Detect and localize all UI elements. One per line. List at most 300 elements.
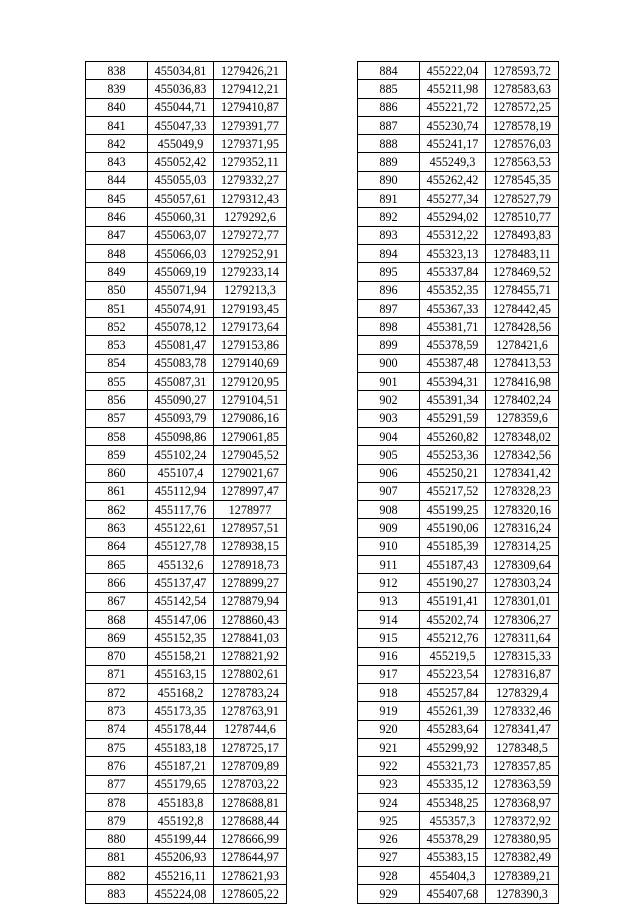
x-coordinate-cell: 455230,74	[420, 116, 486, 134]
y-coordinate-cell: 1279252,91	[214, 244, 287, 262]
y-coordinate-cell: 1278348,02	[486, 427, 559, 445]
table-row	[86, 830, 287, 848]
x-coordinate-cell: 455321,73	[420, 757, 486, 775]
x-coordinate-cell: 455163,15	[148, 665, 214, 683]
point-number-cell: 916	[358, 647, 420, 665]
y-coordinate-cell: 1278316,87	[486, 665, 559, 683]
x-coordinate-cell: 455187,43	[420, 556, 486, 574]
point-number-cell: 906	[358, 464, 420, 482]
y-coordinate-cell: 1278821,92	[214, 647, 287, 665]
point-number-cell: 856	[86, 391, 148, 409]
table-row	[358, 446, 559, 464]
table-row	[86, 812, 287, 830]
x-coordinate-cell: 455202,74	[420, 610, 486, 628]
table-row	[86, 519, 287, 537]
point-number-cell: 879	[86, 812, 148, 830]
point-number-cell: 839	[86, 80, 148, 98]
x-coordinate-cell: 455063,07	[148, 226, 214, 244]
x-coordinate-cell: 455142,54	[148, 592, 214, 610]
point-number-cell: 873	[86, 702, 148, 720]
y-coordinate-cell: 1278314,25	[486, 537, 559, 555]
table-row	[86, 190, 287, 208]
y-coordinate-cell: 1278332,46	[486, 702, 559, 720]
point-number-cell: 878	[86, 793, 148, 811]
point-number-cell: 857	[86, 409, 148, 427]
table-row	[86, 80, 287, 98]
y-coordinate-cell: 1278510,77	[486, 208, 559, 226]
y-coordinate-cell: 1279352,11	[214, 153, 287, 171]
table-row	[358, 98, 559, 116]
y-coordinate-cell: 1278688,81	[214, 793, 287, 811]
x-coordinate-cell: 455249,3	[420, 153, 486, 171]
y-coordinate-cell: 1278359,6	[486, 409, 559, 427]
table-row	[86, 153, 287, 171]
x-coordinate-cell: 455185,39	[420, 537, 486, 555]
table-row	[358, 208, 559, 226]
point-number-cell: 859	[86, 446, 148, 464]
y-coordinate-cell: 1279332,27	[214, 171, 287, 189]
table-row	[358, 738, 559, 756]
table-row	[358, 647, 559, 665]
x-coordinate-cell: 455044,71	[148, 98, 214, 116]
point-number-cell: 887	[358, 116, 420, 134]
point-number-cell: 846	[86, 208, 148, 226]
x-coordinate-cell: 455257,84	[420, 684, 486, 702]
table-row	[358, 427, 559, 445]
y-coordinate-cell: 1279061,85	[214, 427, 287, 445]
point-number-cell: 904	[358, 427, 420, 445]
point-number-cell: 920	[358, 720, 420, 738]
table-row	[86, 885, 287, 903]
x-coordinate-cell: 455383,15	[420, 848, 486, 866]
y-coordinate-cell: 1279410,87	[214, 98, 287, 116]
point-number-cell: 909	[358, 519, 420, 537]
x-coordinate-cell: 455277,34	[420, 190, 486, 208]
table-row	[86, 665, 287, 683]
y-coordinate-cell: 1278402,24	[486, 391, 559, 409]
point-number-cell: 895	[358, 263, 420, 281]
point-number-cell: 854	[86, 354, 148, 372]
x-coordinate-cell: 455206,93	[148, 848, 214, 866]
table-row	[86, 318, 287, 336]
table-row	[86, 409, 287, 427]
point-number-cell: 876	[86, 757, 148, 775]
x-coordinate-cell: 455241,17	[420, 135, 486, 153]
x-coordinate-cell: 455217,52	[420, 482, 486, 500]
y-coordinate-cell: 1278938,15	[214, 537, 287, 555]
table-row	[86, 537, 287, 555]
table-row	[86, 446, 287, 464]
point-number-cell: 871	[86, 665, 148, 683]
table-row	[358, 80, 559, 98]
x-coordinate-cell: 455367,33	[420, 299, 486, 317]
table-row	[86, 848, 287, 866]
x-coordinate-cell: 455087,31	[148, 373, 214, 391]
y-coordinate-cell: 1278977	[214, 501, 287, 519]
point-number-cell: 866	[86, 574, 148, 592]
x-coordinate-cell: 455112,94	[148, 482, 214, 500]
table-row	[86, 793, 287, 811]
table-row	[86, 208, 287, 226]
y-coordinate-cell: 1278341,42	[486, 464, 559, 482]
point-number-cell: 928	[358, 867, 420, 885]
table-row	[86, 757, 287, 775]
point-number-cell: 914	[358, 610, 420, 628]
point-number-cell: 905	[358, 446, 420, 464]
x-coordinate-cell: 455378,29	[420, 830, 486, 848]
table-row	[358, 830, 559, 848]
y-coordinate-cell: 1278593,72	[486, 62, 559, 80]
table-row	[86, 647, 287, 665]
x-coordinate-cell: 455337,84	[420, 263, 486, 281]
table-row	[86, 482, 287, 500]
table-row	[358, 391, 559, 409]
x-coordinate-cell: 455404,3	[420, 867, 486, 885]
table-row	[358, 812, 559, 830]
y-coordinate-cell: 1278382,49	[486, 848, 559, 866]
point-number-cell: 863	[86, 519, 148, 537]
x-coordinate-cell: 455216,11	[148, 867, 214, 885]
y-coordinate-cell: 1278744,6	[214, 720, 287, 738]
y-coordinate-cell: 1279233,14	[214, 263, 287, 281]
table-row	[86, 244, 287, 262]
table-row	[358, 665, 559, 683]
point-number-cell: 851	[86, 299, 148, 317]
point-number-cell: 913	[358, 592, 420, 610]
x-coordinate-cell: 455173,35	[148, 702, 214, 720]
table-row	[358, 592, 559, 610]
table-row	[358, 848, 559, 866]
y-coordinate-cell: 1279193,45	[214, 299, 287, 317]
table-row	[358, 867, 559, 885]
y-coordinate-cell: 1278879,94	[214, 592, 287, 610]
table-row	[358, 629, 559, 647]
x-coordinate-cell: 455261,39	[420, 702, 486, 720]
table-row	[86, 299, 287, 317]
x-coordinate-cell: 455190,06	[420, 519, 486, 537]
x-coordinate-cell: 455357,3	[420, 812, 486, 830]
x-coordinate-cell: 455199,44	[148, 830, 214, 848]
table-row	[86, 464, 287, 482]
point-number-cell: 845	[86, 190, 148, 208]
point-number-cell: 885	[358, 80, 420, 98]
y-coordinate-cell: 1278899,27	[214, 574, 287, 592]
y-coordinate-cell: 1278572,25	[486, 98, 559, 116]
y-coordinate-cell: 1278783,24	[214, 684, 287, 702]
y-coordinate-cell: 1278315,33	[486, 647, 559, 665]
table-row	[86, 354, 287, 372]
y-coordinate-cell: 1279213,3	[214, 281, 287, 299]
y-coordinate-cell: 1278725,17	[214, 738, 287, 756]
point-number-cell: 840	[86, 98, 148, 116]
x-coordinate-cell: 455152,35	[148, 629, 214, 647]
x-coordinate-cell: 455212,76	[420, 629, 486, 647]
y-coordinate-cell: 1278442,45	[486, 299, 559, 317]
table-row	[358, 556, 559, 574]
table-row	[86, 135, 287, 153]
x-coordinate-cell: 455147,06	[148, 610, 214, 628]
x-coordinate-cell: 455283,64	[420, 720, 486, 738]
point-number-cell: 929	[358, 885, 420, 903]
point-number-cell: 855	[86, 373, 148, 391]
point-number-cell: 884	[358, 62, 420, 80]
y-coordinate-cell: 1278703,22	[214, 775, 287, 793]
point-number-cell: 862	[86, 501, 148, 519]
x-coordinate-cell: 455093,79	[148, 409, 214, 427]
point-number-cell: 891	[358, 190, 420, 208]
x-coordinate-cell: 455098,86	[148, 427, 214, 445]
y-coordinate-cell: 1279272,77	[214, 226, 287, 244]
y-coordinate-cell: 1278997,47	[214, 482, 287, 500]
y-coordinate-cell: 1278357,85	[486, 757, 559, 775]
point-number-cell: 892	[358, 208, 420, 226]
table-row	[86, 610, 287, 628]
x-coordinate-cell: 455294,02	[420, 208, 486, 226]
point-number-cell: 926	[358, 830, 420, 848]
table-row	[86, 867, 287, 885]
x-coordinate-cell: 455323,13	[420, 244, 486, 262]
y-coordinate-cell: 1278802,61	[214, 665, 287, 683]
table-row	[358, 464, 559, 482]
x-coordinate-cell: 455224,08	[148, 885, 214, 903]
x-coordinate-cell: 455071,94	[148, 281, 214, 299]
x-coordinate-cell: 455291,59	[420, 409, 486, 427]
point-number-cell: 849	[86, 263, 148, 281]
y-coordinate-cell: 1278644,97	[214, 848, 287, 866]
point-number-cell: 910	[358, 537, 420, 555]
point-number-cell: 890	[358, 171, 420, 189]
x-coordinate-cell: 455387,48	[420, 354, 486, 372]
x-coordinate-cell: 455348,25	[420, 793, 486, 811]
y-coordinate-cell: 1279086,16	[214, 409, 287, 427]
table-row	[86, 720, 287, 738]
y-coordinate-cell: 1279153,86	[214, 336, 287, 354]
point-number-cell: 900	[358, 354, 420, 372]
table-row	[358, 190, 559, 208]
x-coordinate-cell: 455127,78	[148, 537, 214, 555]
coordinates-table-right	[357, 61, 559, 904]
y-coordinate-cell: 1278841,03	[214, 629, 287, 647]
point-number-cell: 864	[86, 537, 148, 555]
y-coordinate-cell: 1278493,83	[486, 226, 559, 244]
x-coordinate-cell: 455132,6	[148, 556, 214, 574]
y-coordinate-cell: 1278329,4	[486, 684, 559, 702]
point-number-cell: 917	[358, 665, 420, 683]
y-coordinate-cell: 1278309,64	[486, 556, 559, 574]
table-row	[86, 171, 287, 189]
x-coordinate-cell: 455221,72	[420, 98, 486, 116]
table-row	[86, 116, 287, 134]
y-coordinate-cell: 1278341,47	[486, 720, 559, 738]
point-number-cell: 888	[358, 135, 420, 153]
y-coordinate-cell: 1279391,77	[214, 116, 287, 134]
point-number-cell: 908	[358, 501, 420, 519]
point-number-cell: 893	[358, 226, 420, 244]
y-coordinate-cell: 1278483,11	[486, 244, 559, 262]
point-number-cell: 919	[358, 702, 420, 720]
point-number-cell: 843	[86, 153, 148, 171]
point-number-cell: 881	[86, 848, 148, 866]
point-number-cell: 883	[86, 885, 148, 903]
point-number-cell: 923	[358, 775, 420, 793]
x-coordinate-cell: 455074,91	[148, 299, 214, 317]
point-number-cell: 886	[358, 98, 420, 116]
table-row	[86, 281, 287, 299]
x-coordinate-cell: 455055,03	[148, 171, 214, 189]
point-number-cell: 924	[358, 793, 420, 811]
table-row	[86, 336, 287, 354]
point-number-cell: 870	[86, 647, 148, 665]
x-coordinate-cell: 455083,78	[148, 354, 214, 372]
x-coordinate-cell: 455102,24	[148, 446, 214, 464]
table-row	[358, 244, 559, 262]
y-coordinate-cell: 1279104,51	[214, 391, 287, 409]
y-coordinate-cell: 1278372,92	[486, 812, 559, 830]
point-number-cell: 841	[86, 116, 148, 134]
point-number-cell: 850	[86, 281, 148, 299]
table-row	[358, 336, 559, 354]
y-coordinate-cell: 1278316,24	[486, 519, 559, 537]
y-coordinate-cell: 1278342,56	[486, 446, 559, 464]
point-number-cell: 927	[358, 848, 420, 866]
table-row	[358, 885, 559, 903]
point-number-cell: 847	[86, 226, 148, 244]
point-number-cell: 842	[86, 135, 148, 153]
point-number-cell: 875	[86, 738, 148, 756]
point-number-cell: 922	[358, 757, 420, 775]
point-number-cell: 880	[86, 830, 148, 848]
x-coordinate-cell: 455081,47	[148, 336, 214, 354]
x-coordinate-cell: 455090,27	[148, 391, 214, 409]
point-number-cell: 838	[86, 62, 148, 80]
table-row	[86, 738, 287, 756]
table-row	[86, 702, 287, 720]
x-coordinate-cell: 455352,35	[420, 281, 486, 299]
y-coordinate-cell: 1278527,79	[486, 190, 559, 208]
table-row	[86, 373, 287, 391]
y-coordinate-cell: 1278605,22	[214, 885, 287, 903]
y-coordinate-cell: 1279173,64	[214, 318, 287, 336]
x-coordinate-cell: 455036,83	[148, 80, 214, 98]
y-coordinate-cell: 1278563,53	[486, 153, 559, 171]
point-number-cell: 921	[358, 738, 420, 756]
y-coordinate-cell: 1278301,01	[486, 592, 559, 610]
y-coordinate-cell: 1278763,91	[214, 702, 287, 720]
y-coordinate-cell: 1278328,23	[486, 482, 559, 500]
point-number-cell: 865	[86, 556, 148, 574]
y-coordinate-cell: 1278860,43	[214, 610, 287, 628]
y-coordinate-cell: 1278380,95	[486, 830, 559, 848]
y-coordinate-cell: 1278311,64	[486, 629, 559, 647]
x-coordinate-cell: 455381,71	[420, 318, 486, 336]
y-coordinate-cell: 1278320,16	[486, 501, 559, 519]
x-coordinate-cell: 455137,47	[148, 574, 214, 592]
point-number-cell: 897	[358, 299, 420, 317]
y-coordinate-cell: 1279120,95	[214, 373, 287, 391]
table-row	[358, 757, 559, 775]
point-number-cell: 901	[358, 373, 420, 391]
y-coordinate-cell: 1279292,6	[214, 208, 287, 226]
y-coordinate-cell: 1278688,44	[214, 812, 287, 830]
point-number-cell: 868	[86, 610, 148, 628]
x-coordinate-cell: 455190,27	[420, 574, 486, 592]
x-coordinate-cell: 455034,81	[148, 62, 214, 80]
y-coordinate-cell: 1279140,69	[214, 354, 287, 372]
table-row	[86, 263, 287, 281]
table-row	[358, 409, 559, 427]
table-row	[86, 62, 287, 80]
table-row	[358, 62, 559, 80]
y-coordinate-cell: 1278576,03	[486, 135, 559, 153]
table-row	[86, 98, 287, 116]
table-row	[358, 793, 559, 811]
table-row	[358, 318, 559, 336]
table-row	[358, 775, 559, 793]
x-coordinate-cell: 455078,12	[148, 318, 214, 336]
x-coordinate-cell: 455107,4	[148, 464, 214, 482]
point-number-cell: 907	[358, 482, 420, 500]
table-row	[358, 482, 559, 500]
table-row	[358, 354, 559, 372]
y-coordinate-cell: 1278390,3	[486, 885, 559, 903]
x-coordinate-cell: 455158,21	[148, 647, 214, 665]
x-coordinate-cell: 455049,9	[148, 135, 214, 153]
point-number-cell: 853	[86, 336, 148, 354]
x-coordinate-cell: 455222,04	[420, 62, 486, 80]
point-number-cell: 852	[86, 318, 148, 336]
y-coordinate-cell: 1278957,51	[214, 519, 287, 537]
point-number-cell: 877	[86, 775, 148, 793]
point-number-cell: 867	[86, 592, 148, 610]
x-coordinate-cell: 455179,65	[148, 775, 214, 793]
table-row	[358, 226, 559, 244]
point-number-cell: 858	[86, 427, 148, 445]
x-coordinate-cell: 455223,54	[420, 665, 486, 683]
table-row	[86, 629, 287, 647]
point-number-cell: 915	[358, 629, 420, 647]
table-row	[358, 519, 559, 537]
point-number-cell: 889	[358, 153, 420, 171]
table-row	[358, 537, 559, 555]
x-coordinate-cell: 455391,34	[420, 391, 486, 409]
table-row	[86, 501, 287, 519]
table-row	[358, 135, 559, 153]
x-coordinate-cell: 455253,36	[420, 446, 486, 464]
table-row	[358, 373, 559, 391]
table-row	[358, 684, 559, 702]
table-row	[86, 574, 287, 592]
table-row	[86, 226, 287, 244]
y-coordinate-cell: 1279045,52	[214, 446, 287, 464]
table-row	[358, 720, 559, 738]
x-coordinate-cell: 455122,61	[148, 519, 214, 537]
y-coordinate-cell: 1279312,43	[214, 190, 287, 208]
x-coordinate-cell: 455299,92	[420, 738, 486, 756]
point-number-cell: 911	[358, 556, 420, 574]
y-coordinate-cell: 1278469,52	[486, 263, 559, 281]
x-coordinate-cell: 455178,44	[148, 720, 214, 738]
point-number-cell: 860	[86, 464, 148, 482]
y-coordinate-cell: 1278621,93	[214, 867, 287, 885]
x-coordinate-cell: 455187,21	[148, 757, 214, 775]
y-coordinate-cell: 1278368,97	[486, 793, 559, 811]
y-coordinate-cell: 1279426,21	[214, 62, 287, 80]
y-coordinate-cell: 1278666,99	[214, 830, 287, 848]
y-coordinate-cell: 1278389,21	[486, 867, 559, 885]
y-coordinate-cell: 1279021,67	[214, 464, 287, 482]
x-coordinate-cell: 455378,59	[420, 336, 486, 354]
table-row	[358, 171, 559, 189]
